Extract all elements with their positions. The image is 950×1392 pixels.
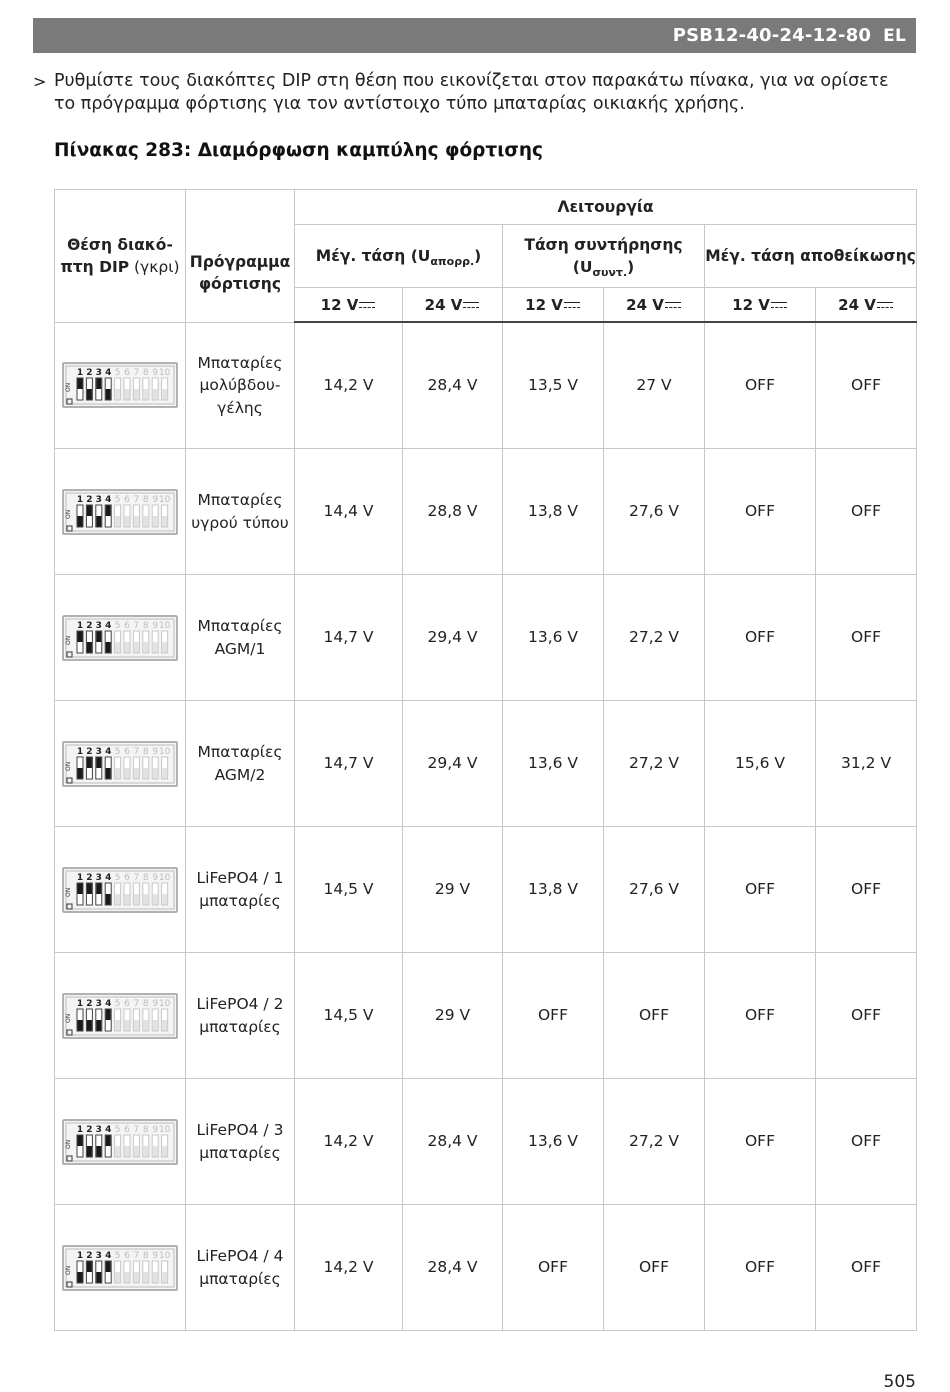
dip-number-label: 6: [124, 746, 130, 757]
dip-number-label: 3: [95, 998, 102, 1009]
intro-text: Ρυθμίστε τους διακόπτες DIP στη θέση που εικονίζεται στον παρακάτω πίνακα, για να ορίσετε το πρόγραμμα φόρτισης για τον αντίστοιχο τύπο μπαταρίας οικιακής χρήσης.: [54, 71, 889, 114]
dip-lever: [162, 1146, 167, 1157]
dip-lever: [96, 883, 101, 894]
dip-lever: [106, 389, 111, 400]
dip-lever: [78, 1020, 83, 1031]
dc-symbol-icon: [876, 299, 894, 310]
dip-number-label: 1: [76, 620, 84, 631]
dip-number-label: 5: [114, 620, 121, 631]
dip-lever: [106, 1009, 111, 1020]
dip-lever: [78, 1272, 83, 1283]
dip-lever: [134, 1272, 139, 1283]
dip-number-label: 8: [142, 746, 149, 757]
value-cell: 14,2 V: [295, 322, 403, 449]
dip-on-label: ON: [65, 1265, 72, 1275]
dip-switch-cell: [55, 322, 186, 449]
dip-number-label: 6: [124, 1124, 130, 1135]
dip-lever: [78, 1135, 83, 1146]
dip-lever: [106, 642, 111, 653]
dip-on-label: ON: [65, 1139, 72, 1149]
dip-number-label: 7: [133, 494, 140, 505]
dip-lever: [125, 1272, 130, 1283]
dip-lever: [125, 389, 130, 400]
value-cell: 27,6 V: [604, 449, 705, 575]
table-title-prefix: Πίνακας: [54, 140, 146, 161]
value-cell: 27,2 V: [604, 1079, 705, 1205]
dip-number-label: 1: [76, 368, 84, 379]
dip-lever: [87, 883, 92, 894]
dip-number-label: 3: [95, 494, 102, 505]
dip-lever: [87, 642, 92, 653]
dip-lever: [162, 894, 167, 905]
dip-number-label: 1: [76, 494, 84, 505]
dip-number-label: 9: [152, 494, 159, 505]
dip-header-part-c: (γκρι): [129, 257, 180, 276]
value-cell: OFF: [705, 827, 816, 953]
dip-switch-cell: [55, 827, 186, 953]
dip-lever: [143, 768, 148, 779]
dip-lever: [125, 516, 130, 527]
value-cell: 29,4 V: [403, 575, 503, 701]
dip-lever: [153, 1272, 158, 1283]
language-code: EL: [883, 25, 906, 46]
voltage-24v-header: 24 V: [816, 288, 917, 323]
value-cell: OFF: [816, 1079, 917, 1205]
dip-lever: [125, 1020, 130, 1031]
dc-symbol-icon: [358, 299, 376, 310]
dip-lever: [153, 642, 158, 653]
table-number: 283: [145, 140, 184, 161]
dip-number-label: 9: [152, 368, 159, 379]
dip-switch-icon: [62, 615, 178, 661]
dip-number-label: 5: [114, 998, 121, 1009]
value-cell: OFF: [816, 953, 917, 1079]
value-cell: 14,2 V: [295, 1205, 403, 1331]
value-cell: OFF: [503, 953, 604, 1079]
dip-header-part-a: Θέση διακόπτη: [60, 235, 173, 276]
dip-switch-icon: [62, 993, 178, 1039]
dip-number-label: 9: [152, 746, 159, 757]
function-header: Λειτουργία: [295, 190, 917, 225]
dip-lever: [78, 379, 83, 390]
dip-lever: [134, 389, 139, 400]
dip-number-label: 8: [142, 368, 149, 379]
dip-on-label: ON: [65, 635, 72, 645]
absorption-voltage-header: Μέγ. τάση $(U_{\alpha\pi o\rho\rho.})$: [295, 225, 503, 288]
dip-switch-icon: [62, 489, 178, 535]
dip-number-label: 7: [133, 1124, 140, 1135]
dip-number-label: 8: [142, 872, 149, 883]
dip-lever: [162, 389, 167, 400]
dip-number-label: 1: [76, 746, 84, 757]
dip-lever: [134, 894, 139, 905]
dip-number-label: 7: [133, 872, 140, 883]
dip-lever: [106, 505, 111, 516]
dip-number-label: 4: [105, 1250, 112, 1261]
value-cell: 14,7 V: [295, 575, 403, 701]
dip-number-label: 5: [114, 872, 121, 883]
dip-number-label: 10: [158, 1124, 171, 1135]
desulfation-voltage-header: Μέγ. τάση αποθείκωσης: [705, 225, 917, 288]
value-cell: 13,6 V: [503, 575, 604, 701]
dip-number-label: 2: [86, 620, 93, 631]
value-cell: 31,2 V: [816, 701, 917, 827]
value-cell: OFF: [705, 953, 816, 1079]
dip-lever: [115, 1272, 120, 1283]
dip-number-label: 3: [95, 746, 102, 757]
dip-number-label: 10: [158, 494, 171, 505]
dip-lever: [162, 768, 167, 779]
dip-lever: [106, 1261, 111, 1272]
value-cell: 28,8 V: [403, 449, 503, 575]
dip-lever: [87, 505, 92, 516]
program-cell: Μπαταρίες AGM/1: [186, 575, 295, 701]
dip-position-header: [55, 190, 186, 323]
value-cell: OFF: [705, 1205, 816, 1331]
program-cell: LiFePO4 / 1 μπαταρίες: [186, 827, 295, 953]
voltage-12v-header: 12 V: [705, 288, 816, 323]
dip-number-label: 2: [86, 1124, 93, 1135]
dip-number-label: 7: [133, 746, 140, 757]
dip-lever: [153, 389, 158, 400]
dip-lever: [153, 516, 158, 527]
dip-number-label: 9: [152, 998, 159, 1009]
value-cell: 14,2 V: [295, 1079, 403, 1205]
dip-number-label: 5: [114, 1124, 121, 1135]
dip-lever: [115, 894, 120, 905]
dip-lever: [162, 1272, 167, 1283]
value-cell: OFF: [705, 449, 816, 575]
dip-number-label: 9: [152, 1124, 159, 1135]
program-header: Πρόγραμμα φόρτισης: [186, 225, 295, 323]
float-voltage-header: Τάση συντήρησης $(U_{\sigma\upsilon\nu\tau.})$: [503, 225, 705, 288]
dip-number-label: 8: [142, 1250, 149, 1261]
dip-number-label: 10: [158, 746, 171, 757]
value-cell: OFF: [816, 449, 917, 575]
dip-number-label: 3: [95, 368, 102, 379]
dip-lever: [143, 894, 148, 905]
value-cell: 14,4 V: [295, 449, 403, 575]
dip-number-label: 1: [76, 1250, 84, 1261]
dip-switch-cell: [55, 449, 186, 575]
dip-number-label: 2: [86, 998, 93, 1009]
dip-number-label: 6: [124, 998, 130, 1009]
dip-lever: [143, 1020, 148, 1031]
dip-number-label: 10: [158, 368, 171, 379]
dc-symbol-icon: [462, 299, 480, 310]
dip-on-label: ON: [65, 887, 72, 897]
value-cell: OFF: [816, 1205, 917, 1331]
dip-number-label: 3: [95, 1124, 102, 1135]
dip-lever: [78, 883, 83, 894]
value-cell: 28,4 V: [403, 1205, 503, 1331]
dip-lever: [78, 768, 83, 779]
table-row: [55, 827, 917, 953]
dip-number-label: 10: [158, 620, 171, 631]
table-row: [55, 1079, 917, 1205]
value-cell: 29,4 V: [403, 701, 503, 827]
dip-number-label: 2: [86, 872, 93, 883]
dip-lever: [87, 1261, 92, 1272]
value-cell: OFF: [816, 575, 917, 701]
dip-lever: [96, 516, 101, 527]
value-cell: 27,2 V: [604, 701, 705, 827]
value-cell: 29 V: [403, 953, 503, 1079]
dip-number-label: 9: [152, 620, 159, 631]
dip-number-label: 3: [95, 620, 102, 631]
program-cell: Μπαταρίες μολύβδου-γέλης: [186, 322, 295, 449]
dip-lever: [125, 642, 130, 653]
dip-number-label: 4: [105, 368, 112, 379]
dip-number-label: 5: [114, 746, 121, 757]
dip-on-label: ON: [65, 761, 72, 771]
dip-lever: [143, 389, 148, 400]
program-cell: LiFePO4 / 4 μπαταρίες: [186, 1205, 295, 1331]
dip-lever: [96, 1146, 101, 1157]
dc-symbol-icon: [770, 299, 788, 310]
dc-symbol-icon: [563, 299, 581, 310]
dip-switch-cell: [55, 953, 186, 1079]
dip-lever: [87, 1146, 92, 1157]
dip-number-label: 4: [105, 1124, 112, 1135]
value-cell: 13,6 V: [503, 1079, 604, 1205]
dip-lever: [115, 1146, 120, 1157]
voltage-12v-header: 12 V: [503, 288, 604, 323]
dip-lever: [96, 379, 101, 390]
dip-lever: [143, 642, 148, 653]
value-cell: OFF: [503, 1205, 604, 1331]
dip-switch-cell: [55, 1205, 186, 1331]
dip-lever: [96, 757, 101, 768]
dip-number-label: 9: [152, 1250, 159, 1261]
table-title: [54, 140, 543, 161]
dip-number-label: 8: [142, 998, 149, 1009]
dip-number-label: 6: [124, 1250, 130, 1261]
dip-lever: [162, 516, 167, 527]
dip-on-label: ON: [65, 1013, 72, 1023]
dip-switch-icon: [62, 1245, 178, 1291]
dip-number-label: 6: [124, 872, 130, 883]
dip-lever: [143, 1272, 148, 1283]
table-row: [55, 449, 917, 575]
dip-number-label: 9: [152, 872, 159, 883]
table-row: [55, 322, 917, 449]
dip-lever: [125, 768, 130, 779]
dip-number-label: 6: [124, 494, 130, 505]
table-row: [55, 701, 917, 827]
dip-switch-cell: [55, 575, 186, 701]
dip-lever: [153, 768, 158, 779]
dip-number-label: 2: [86, 1250, 93, 1261]
voltage-24v-header: 24 V: [403, 288, 503, 323]
value-cell: 15,6 V: [705, 701, 816, 827]
dip-lever: [87, 389, 92, 400]
program-cell: Μπαταρίες υγρού τύπου: [186, 449, 295, 575]
dip-switch-icon: [62, 867, 178, 913]
value-cell: 13,8 V: [503, 827, 604, 953]
dip-lever: [87, 757, 92, 768]
bullet-icon: >: [33, 72, 47, 91]
value-cell: OFF: [816, 827, 917, 953]
dip-lever: [106, 1135, 111, 1146]
dip-lever: [78, 631, 83, 642]
dip-number-label: 3: [95, 872, 102, 883]
dip-lever: [115, 642, 120, 653]
dip-number-label: 5: [114, 1250, 121, 1261]
value-cell: OFF: [816, 322, 917, 449]
voltage-24v-header: 24 V: [604, 288, 705, 323]
program-cell: Μπαταρίες AGM/2: [186, 701, 295, 827]
intro-paragraph: [33, 70, 913, 116]
dip-number-label: 4: [105, 998, 112, 1009]
dip-number-label: 2: [86, 494, 93, 505]
value-cell: 27 V: [604, 322, 705, 449]
dip-lever: [115, 516, 120, 527]
dip-on-label: ON: [65, 509, 72, 519]
dip-switch-cell: [55, 1079, 186, 1205]
dip-number-label: 8: [142, 494, 149, 505]
dip-number-label: 1: [76, 1124, 84, 1135]
dip-number-label: 10: [158, 872, 171, 883]
dip-number-label: 8: [142, 620, 149, 631]
dip-lever: [162, 642, 167, 653]
dip-number-label: 7: [133, 1250, 140, 1261]
dip-number-label: 1: [76, 998, 84, 1009]
dip-switch-icon: [62, 362, 178, 408]
dip-lever: [153, 1020, 158, 1031]
dip-lever: [134, 768, 139, 779]
dip-number-label: 3: [95, 1250, 102, 1261]
dip-switch-icon: [62, 741, 178, 787]
dip-number-label: 10: [158, 1250, 171, 1261]
page-number: 505: [883, 1372, 916, 1392]
dip-switch-cell: [55, 701, 186, 827]
dip-number-label: 8: [142, 1124, 149, 1135]
dip-number-label: 4: [105, 494, 112, 505]
dip-lever: [115, 389, 120, 400]
dip-number-label: 5: [114, 368, 121, 379]
dip-lever: [125, 894, 130, 905]
model-name: PSB12-40-24-12-80: [672, 25, 872, 46]
dip-lever: [115, 1020, 120, 1031]
dip-lever: [115, 768, 120, 779]
dip-number-label: 7: [133, 368, 140, 379]
dip-number-label: 4: [105, 872, 112, 883]
value-cell: 14,5 V: [295, 953, 403, 1079]
charge-curve-table: [54, 189, 917, 1331]
dip-number-label: 4: [105, 620, 112, 631]
header-bar: [33, 18, 916, 53]
dip-lever: [134, 642, 139, 653]
dip-lever: [134, 1020, 139, 1031]
value-cell: 13,5 V: [503, 322, 604, 449]
dip-number-label: 7: [133, 620, 140, 631]
value-cell: 27,6 V: [604, 827, 705, 953]
value-cell: OFF: [604, 953, 705, 1079]
dip-lever: [96, 631, 101, 642]
value-cell: 13,6 V: [503, 701, 604, 827]
dip-lever: [78, 516, 83, 527]
dip-number-label: 2: [86, 368, 93, 379]
table-row: [55, 1205, 917, 1331]
dip-number-label: 2: [86, 746, 93, 757]
table-row: [55, 953, 917, 1079]
dip-number-label: 1: [76, 872, 84, 883]
value-cell: 28,4 V: [403, 1079, 503, 1205]
dip-lever: [125, 1146, 130, 1157]
dip-lever: [134, 1146, 139, 1157]
program-cell: LiFePO4 / 3 μπαταρίες: [186, 1079, 295, 1205]
dip-switch-icon: [62, 1119, 178, 1165]
dip-number-label: 10: [158, 998, 171, 1009]
dip-lever: [143, 1146, 148, 1157]
value-cell: 28,4 V: [403, 322, 503, 449]
dip-lever: [106, 768, 111, 779]
dip-lever: [153, 1146, 158, 1157]
value-cell: 27,2 V: [604, 575, 705, 701]
dip-lever: [134, 516, 139, 527]
dip-lever: [153, 894, 158, 905]
value-cell: 13,8 V: [503, 449, 604, 575]
dip-lever: [87, 1020, 92, 1031]
dip-lever: [96, 1020, 101, 1031]
value-cell: 14,5 V: [295, 827, 403, 953]
dip-number-label: 5: [114, 494, 121, 505]
dip-header-part-b: DIP: [99, 257, 130, 276]
dip-number-label: 6: [124, 620, 130, 631]
table-title-suffix: : Διαμόρφωση καμπύλης φόρτισης: [183, 140, 543, 161]
value-cell: OFF: [705, 1079, 816, 1205]
value-cell: OFF: [604, 1205, 705, 1331]
value-cell: 14,7 V: [295, 701, 403, 827]
dc-symbol-icon: [664, 299, 682, 310]
value-cell: OFF: [705, 575, 816, 701]
dip-number-label: 4: [105, 746, 112, 757]
dip-lever: [162, 1020, 167, 1031]
dip-on-label: ON: [65, 383, 72, 393]
value-cell: OFF: [705, 322, 816, 449]
voltage-12v-header: 12 V: [295, 288, 403, 323]
dip-lever: [143, 516, 148, 527]
program-header-top: [186, 190, 295, 225]
dip-lever: [96, 1272, 101, 1283]
dip-number-label: 6: [124, 368, 130, 379]
value-cell: 29 V: [403, 827, 503, 953]
dip-number-label: 7: [133, 998, 140, 1009]
program-cell: LiFePO4 / 2 μπαταρίες: [186, 953, 295, 1079]
dip-lever: [106, 894, 111, 905]
table-row: [55, 575, 917, 701]
